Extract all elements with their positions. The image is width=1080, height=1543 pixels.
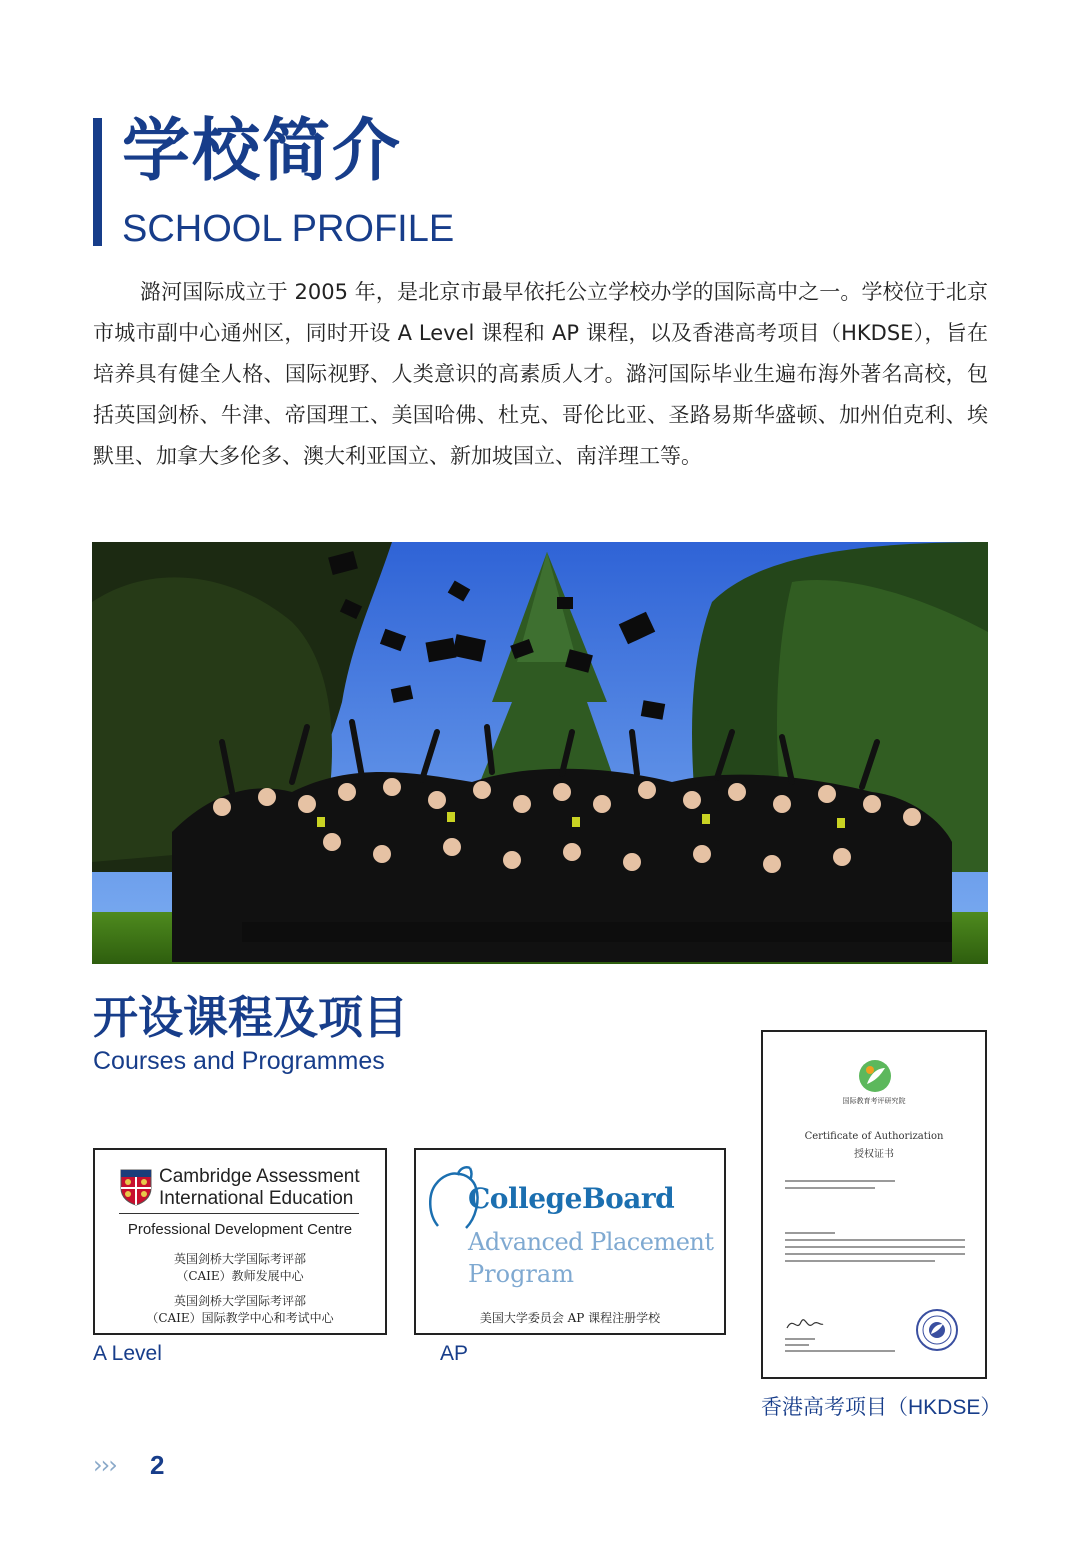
fine-print	[785, 1338, 815, 1340]
cambridge-shield-icon	[119, 1168, 153, 1206]
alevel-cn-line3: 英国剑桥大学国际考评部	[173, 1294, 306, 1308]
cambridge-org-line2: International Education	[159, 1188, 354, 1209]
page-subtitle: SCHOOL PROFILE	[122, 208, 455, 250]
ap-line2: Program	[468, 1260, 574, 1288]
graduation-photo	[92, 542, 988, 964]
cambridge-org-line1: Cambridge Assessment	[159, 1166, 360, 1187]
fine-print	[785, 1239, 965, 1241]
fine-print	[785, 1350, 895, 1352]
page-number: 2	[150, 1450, 165, 1480]
fine-print	[785, 1344, 809, 1346]
title-accent-bar	[93, 118, 102, 246]
graduation-photo-illustration	[92, 542, 988, 964]
alevel-cn-line2: （CAIE）教师发展中心	[176, 1269, 304, 1283]
chevron-right-icon: ›››	[93, 1451, 116, 1479]
official-seal-icon	[915, 1308, 959, 1352]
institute-name: 国际教育考评研究院	[842, 1097, 906, 1105]
certificate-title-cn: 授权证书	[854, 1149, 894, 1160]
divider	[119, 1213, 359, 1214]
signature-icon	[785, 1314, 825, 1334]
hkdse-certificate	[761, 1030, 987, 1379]
hkdse-caption: 香港高考项目（HKDSE）	[761, 1396, 1002, 1419]
alevel-caption: A Level	[93, 1342, 162, 1365]
ap-caption: AP	[440, 1342, 469, 1365]
ap-card	[414, 1148, 726, 1335]
page-title: 学校简介	[122, 112, 403, 191]
collegeboard-brand: CollegeBoard	[468, 1182, 675, 1215]
centre-label: Professional Development Centre	[127, 1221, 353, 1238]
institute-logo-icon	[857, 1058, 893, 1094]
fine-print	[785, 1180, 895, 1182]
alevel-card	[93, 1148, 387, 1335]
fine-print	[785, 1260, 935, 1262]
certificate-title: Certificate of Authorization	[804, 1131, 944, 1142]
fine-print	[785, 1187, 875, 1189]
ap-cn-label: 美国大学委员会 AP 课程注册学校	[479, 1311, 661, 1325]
alevel-cn-line4: （CAIE）国际教学中心和考试中心	[146, 1311, 334, 1325]
courses-title: 开设课程及项目	[93, 991, 409, 1044]
fine-print	[785, 1232, 835, 1234]
fine-print	[785, 1253, 965, 1255]
ap-line1: Advanced Placement	[468, 1228, 714, 1256]
courses-subtitle: Courses and Programmes	[93, 1047, 385, 1075]
intro-paragraph: 潞河国际成立于 2005 年，是北京市最早依托公立学校办学的国际高中之一。学校位于北京市城市副中心通州区，同时开设 A Level 课程和 AP 课程，以及香港高考项目（HKDSE），旨在培养具有健全人格、国际视野、人类意识的高素质人才。潞河国际毕业生遍布海外著名高校，包括英国剑桥、牛津、帝国理工、美国哈佛、杜克、哥伦比亚、圣路易斯华盛顿、加州伯克利、埃默里、加拿大多伦多、澳大利亚国立、新加坡国立、南洋理工等。	[93, 280, 988, 468]
fine-print	[785, 1246, 965, 1248]
alevel-cn-line1: 英国剑桥大学国际考评部	[173, 1252, 306, 1266]
